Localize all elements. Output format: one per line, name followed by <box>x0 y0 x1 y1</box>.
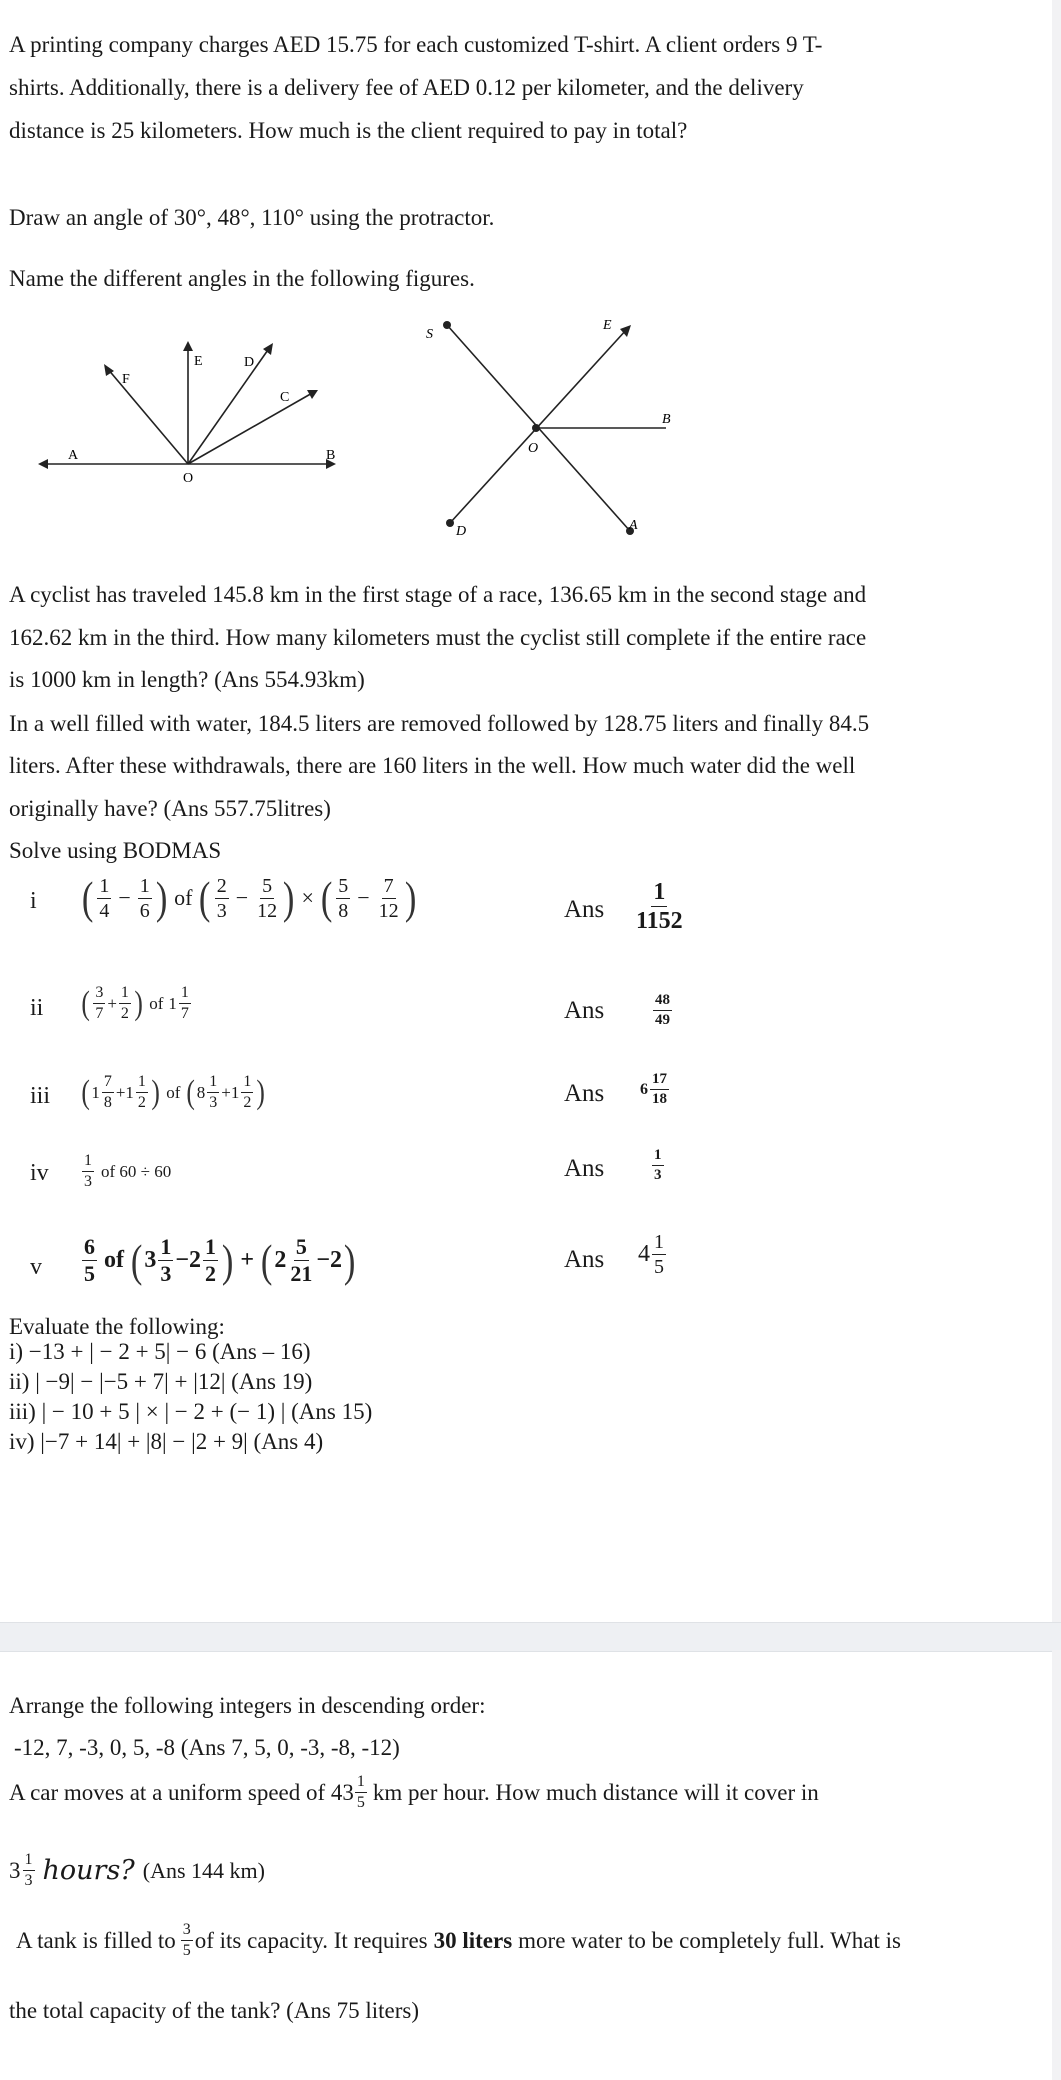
label-a: A <box>629 518 638 533</box>
q5-line-3: originally have? (Ans 557.75litres) <box>9 796 331 821</box>
bodmas-ii-number: ii <box>30 995 44 1021</box>
bodmas-v-expression: $\frac{6}{5}$ of ( 3 $\frac{1}{3}$ − 2 $\frac{1}{2}$ ) + ( 2 $\frac{5}{21}$ − 2 ) <box>84 1234 356 1286</box>
label-c: C <box>280 390 290 405</box>
bodmas-i-number: i <box>30 888 37 914</box>
point-d <box>446 519 454 527</box>
bodmas-iv-ans-label: Ans <box>564 1155 605 1182</box>
arrange-line-2: -12, 7, -3, 0, 5, -8 (Ans 7, 5, 0, -3, -8, -12) <box>14 1735 400 1760</box>
bodmas-iv-expression: $\frac{1}{3}$ of 60 ÷ 60 <box>84 1152 172 1190</box>
q5-line-1: In a well filled with water, 184.5 liters are removed followed by 128.75 liters and finally 84.5 <box>9 711 870 736</box>
evaluate-item-2: ii) | −9| − |−5 + 7| + |12| (Ans 19) <box>9 1369 313 1394</box>
evaluate-item-1: i) −13 + | − 2 + 5| − 6 (Ans – 16) <box>9 1339 311 1364</box>
label-d: D <box>244 355 255 370</box>
q5-line-2: liters. After these withdrawals, there are 160 liters in the well. How much water did the well <box>9 753 856 778</box>
evaluate-item-4: iv) |−7 + 14| + |8| − |2 + 9| (Ans 4) <box>9 1429 324 1454</box>
q4-line-2: 162.62 km in the third. How many kilometers must the cyclist still complete if the entire race <box>9 625 867 650</box>
evaluate-title: Evaluate the following: <box>9 1314 225 1339</box>
label-a: A <box>68 448 79 463</box>
bodmas-ii-answer: $\frac{48}{49}$ <box>655 992 670 1028</box>
label-f: F <box>122 372 130 387</box>
bodmas-iii-expression: ( 1 $\frac{7}{8}$ + 1 $\frac{1}{2}$ ) of ( 8 $\frac{1}{3}$ + 1 $\frac{1}{2}$ ) <box>81 1073 266 1111</box>
bodmas-ii-ans-label: Ans <box>564 997 605 1024</box>
bodmas-ii-expression: ( $\frac{3}{7}$ + $\frac{1}{2}$ ) of 1 $\frac{1}{7}$ <box>81 984 189 1022</box>
car-line-1: A car moves at a uniform speed of 43 $\frac{1}{5}$ km per hour. How much distance will it cover in <box>9 1773 819 1811</box>
q4-line-1: A cyclist has traveled 145.8 km in the first stage of a race, 136.65 km in the second stage and <box>9 582 867 607</box>
q1-line-2: shirts. Additionally, there is a delivery fee of AED 0.12 per kilometer, and the delivery <box>9 75 804 100</box>
page-edge <box>1052 0 1061 1640</box>
bodmas-v-answer: 4 $\frac{1}{5}$ <box>638 1231 664 1278</box>
point-s <box>443 321 451 329</box>
bodmas-title: Solve using BODMAS <box>9 838 222 863</box>
arrange-line-1: Arrange the following integers in descending order: <box>9 1693 486 1718</box>
bodmas-v-number: v <box>30 1254 42 1280</box>
tank-line-2: the total capacity of the tank? (Ans 75 liters) <box>9 1998 420 2023</box>
page-edge-lower <box>1052 1650 1061 2080</box>
bodmas-iv-answer: $\frac{1}{3}$ <box>654 1147 662 1183</box>
bodmas-iii-number: iii <box>30 1083 51 1109</box>
ray-oc <box>188 392 314 464</box>
bodmas-iv-number: iv <box>30 1160 49 1186</box>
tank-line-1: A tank is filled to $\frac{3}{5}$ of its capacity. It requires 30 liters more water to be completely full. What is <box>16 1921 901 1959</box>
arrowhead-a <box>38 459 48 469</box>
label-b: B <box>326 448 336 463</box>
label-s: S <box>426 327 433 342</box>
bodmas-i-answer: $\frac{1}{1152}$ <box>636 879 683 934</box>
q3-text: Name the different angles in the following figures. <box>9 266 475 291</box>
q2-text: Draw an angle of 30°, 48°, 110° using the protractor. <box>9 205 495 230</box>
bodmas-v-ans-label: Ans <box>564 1246 605 1273</box>
q4-line-3: is 1000 km in length? (Ans 554.93km) <box>9 667 365 692</box>
bodmas-i-expression: ( $\frac{1}{4}$ − $\frac{1}{6}$ ) of ( $\frac{2}{3}$ − $\frac{5}{12}$ ) × ( $\frac{5}{8}$ − $\frac{7}{12}$ ) <box>81 872 417 923</box>
evaluate-item-3: iii) | − 10 + 5 | × | − 2 + (− 1) | (Ans 15) <box>9 1399 373 1424</box>
arrowhead-e <box>183 341 193 351</box>
label-o: O <box>183 471 194 486</box>
bodmas-i-ans-label: Ans <box>564 896 605 923</box>
point-o <box>532 424 540 432</box>
label-d: D <box>456 524 467 539</box>
label-e: E <box>603 318 612 333</box>
angle-figure-1 <box>30 335 350 490</box>
bodmas-iii-answer: 6 $\frac{17}{18}$ <box>640 1071 667 1107</box>
angle-figure-2 <box>420 315 690 540</box>
label-b: B <box>662 412 671 427</box>
q1-line-3: distance is 25 kilometers. How much is the client required to pay in total? <box>9 118 688 143</box>
page-break <box>0 1622 1061 1652</box>
bodmas-iii-ans-label: Ans <box>564 1080 605 1107</box>
label-o: O <box>528 441 539 456</box>
car-line-2: 3 $\frac{1}{3}$ hours? (Ans 144 km) <box>9 1851 265 1889</box>
arrowhead-d <box>263 343 273 355</box>
ray-of <box>107 368 188 464</box>
label-e: E <box>194 354 203 369</box>
q1-line-1: A printing company charges AED 15.75 for each customized T-shirt. A client orders 9 T- <box>9 32 823 57</box>
